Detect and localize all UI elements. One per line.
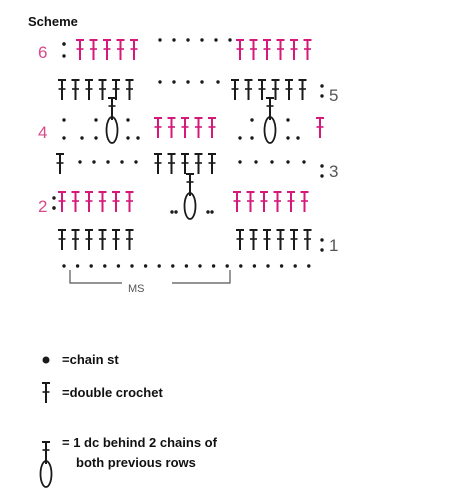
double-crochet-symbol — [263, 40, 271, 60]
double-crochet-symbol — [126, 230, 134, 250]
double-crochet-symbol — [274, 192, 282, 212]
double-crochet-symbol — [290, 230, 298, 250]
double-crochet-symbol — [290, 40, 298, 60]
legend-chain-label: =chain st — [62, 352, 119, 367]
legend-chain-symbol — [43, 357, 50, 364]
double-crochet-symbol — [72, 80, 80, 100]
chain-symbol — [280, 264, 283, 267]
chain-symbol — [62, 136, 65, 139]
double-crochet-symbol — [99, 230, 107, 250]
chain-symbol — [210, 210, 213, 213]
double-crochet-symbol — [168, 154, 176, 174]
chain-symbol — [320, 164, 323, 167]
chain-symbol — [126, 118, 129, 121]
chain-symbol — [212, 264, 215, 267]
chain-symbol — [253, 264, 256, 267]
double-crochet-symbol — [58, 80, 66, 100]
double-crochet-symbol — [103, 40, 111, 60]
double-crochet-symbol — [112, 230, 120, 250]
dc-behind-chains-symbol — [107, 98, 118, 143]
chain-symbol — [158, 80, 161, 83]
double-crochet-symbol — [154, 118, 162, 138]
chain-symbol — [320, 94, 323, 97]
double-crochet-symbol — [58, 192, 66, 212]
row-label-3: 3 — [329, 162, 339, 181]
chain-symbol — [307, 264, 310, 267]
chain-symbol — [200, 80, 203, 83]
legend-behind-label-2: both previous rows — [76, 455, 196, 470]
double-crochet-symbol — [42, 383, 50, 403]
double-crochet-symbol — [250, 230, 258, 250]
chain-symbol — [206, 210, 209, 213]
chain-symbol — [158, 264, 161, 267]
chain-symbol — [144, 264, 147, 267]
double-crochet-symbol — [287, 192, 295, 212]
double-crochet-symbol — [195, 154, 203, 174]
double-crochet-symbol — [117, 40, 125, 60]
chain-symbol — [286, 118, 289, 121]
double-crochet-symbol — [181, 154, 189, 174]
chain-symbol — [286, 136, 289, 139]
double-crochet-symbol — [247, 192, 255, 212]
chain-symbol — [170, 210, 173, 213]
double-crochet-symbol — [304, 40, 312, 60]
row-label-2: 2 — [38, 197, 48, 216]
double-crochet-symbol — [76, 40, 84, 60]
dc-behind-chains-symbol — [265, 98, 276, 143]
double-crochet-symbol — [258, 80, 266, 100]
double-crochet-symbol — [99, 80, 107, 100]
chain-symbol — [296, 136, 299, 139]
double-crochet-symbol — [245, 80, 253, 100]
chain-symbol — [171, 264, 174, 267]
double-crochet-symbol — [130, 40, 138, 60]
chain-symbol — [238, 160, 241, 163]
double-crochet-symbol — [90, 40, 98, 60]
row-label-1: 1 — [329, 236, 339, 255]
double-crochet-symbol — [195, 118, 203, 138]
double-crochet-symbol — [154, 154, 162, 174]
chain-symbol — [198, 264, 201, 267]
double-crochet-symbol — [85, 230, 93, 250]
double-crochet-symbol — [277, 230, 285, 250]
double-crochet-symbol — [263, 230, 271, 250]
chain-symbol — [302, 160, 305, 163]
dc-behind-chains-symbol — [41, 442, 52, 487]
double-crochet-symbol — [168, 118, 176, 138]
chain-symbol — [80, 136, 83, 139]
chain-symbol — [214, 38, 217, 41]
chain-symbol — [106, 160, 109, 163]
double-crochet-symbol — [181, 118, 189, 138]
chain-symbol — [62, 42, 65, 45]
chain-symbol — [239, 264, 242, 267]
chain-symbol — [172, 38, 175, 41]
repeat-bracket-right — [172, 270, 230, 283]
chain-symbol — [90, 264, 93, 267]
chain-symbol — [136, 136, 139, 139]
chain-symbol — [266, 264, 269, 267]
chain-symbol — [186, 38, 189, 41]
chain-symbol — [94, 136, 97, 139]
double-crochet-symbol — [233, 192, 241, 212]
chain-symbol — [94, 118, 97, 121]
double-crochet-symbol — [126, 80, 134, 100]
double-crochet-symbol — [58, 230, 66, 250]
chain-symbol — [186, 80, 189, 83]
double-crochet-symbol — [72, 230, 80, 250]
double-crochet-symbol — [304, 230, 312, 250]
row-label-6: 6 — [38, 43, 48, 62]
chain-symbol — [158, 38, 161, 41]
double-crochet-symbol — [277, 40, 285, 60]
double-crochet-symbol — [236, 40, 244, 60]
scheme-title: Scheme — [28, 14, 78, 29]
chain-symbol — [76, 264, 79, 267]
double-crochet-symbol — [285, 80, 293, 100]
double-crochet-symbol — [56, 154, 64, 174]
chain-symbol — [120, 160, 123, 163]
chain-symbol — [134, 160, 137, 163]
chain-symbol — [62, 54, 65, 57]
chain-symbol — [286, 160, 289, 163]
chain-symbol — [130, 264, 133, 267]
row-label-4: 4 — [38, 123, 48, 142]
double-crochet-symbol — [126, 192, 134, 212]
chain-symbol — [250, 136, 253, 139]
dc-behind-chains-symbol — [185, 174, 196, 219]
chain-symbol — [320, 248, 323, 251]
chain-symbol — [62, 118, 65, 121]
chain-symbol — [52, 196, 55, 199]
repeat-label: MS — [128, 283, 145, 295]
legend-dc-label: =double crochet — [62, 385, 163, 400]
double-crochet-symbol — [85, 192, 93, 212]
double-crochet-symbol — [316, 118, 324, 138]
chain-symbol — [320, 174, 323, 177]
chain-symbol — [200, 38, 203, 41]
chain-symbol — [226, 264, 229, 267]
repeat-bracket-left — [70, 270, 122, 283]
double-crochet-symbol — [99, 192, 107, 212]
chain-symbol — [92, 160, 95, 163]
chain-symbol — [78, 160, 81, 163]
chain-symbol — [62, 264, 65, 267]
double-crochet-symbol — [85, 80, 93, 100]
double-crochet-symbol — [231, 80, 239, 100]
double-crochet-symbol — [260, 192, 268, 212]
chain-symbol — [174, 210, 177, 213]
chain-symbol — [320, 84, 323, 87]
double-crochet-symbol — [208, 118, 216, 138]
double-crochet-symbol — [301, 192, 309, 212]
double-crochet-symbol — [236, 230, 244, 250]
chain-symbol — [254, 160, 257, 163]
row-label-5: 5 — [329, 86, 339, 105]
chain-symbol — [117, 264, 120, 267]
chain-symbol — [185, 264, 188, 267]
double-crochet-symbol — [250, 40, 258, 60]
double-crochet-symbol — [208, 154, 216, 174]
chain-symbol — [294, 264, 297, 267]
chain-symbol — [52, 206, 55, 209]
legend-behind-label-1: = 1 dc behind 2 chains of — [62, 435, 217, 450]
double-crochet-symbol — [72, 192, 80, 212]
chain-symbol — [126, 136, 129, 139]
chain-symbol — [216, 80, 219, 83]
chain-symbol — [250, 118, 253, 121]
chain-symbol — [103, 264, 106, 267]
chain-symbol — [270, 160, 273, 163]
chain-symbol — [320, 238, 323, 241]
chain-symbol — [238, 136, 241, 139]
double-crochet-symbol — [112, 192, 120, 212]
chain-symbol — [228, 38, 231, 41]
chain-symbol — [172, 80, 175, 83]
double-crochet-symbol — [299, 80, 307, 100]
